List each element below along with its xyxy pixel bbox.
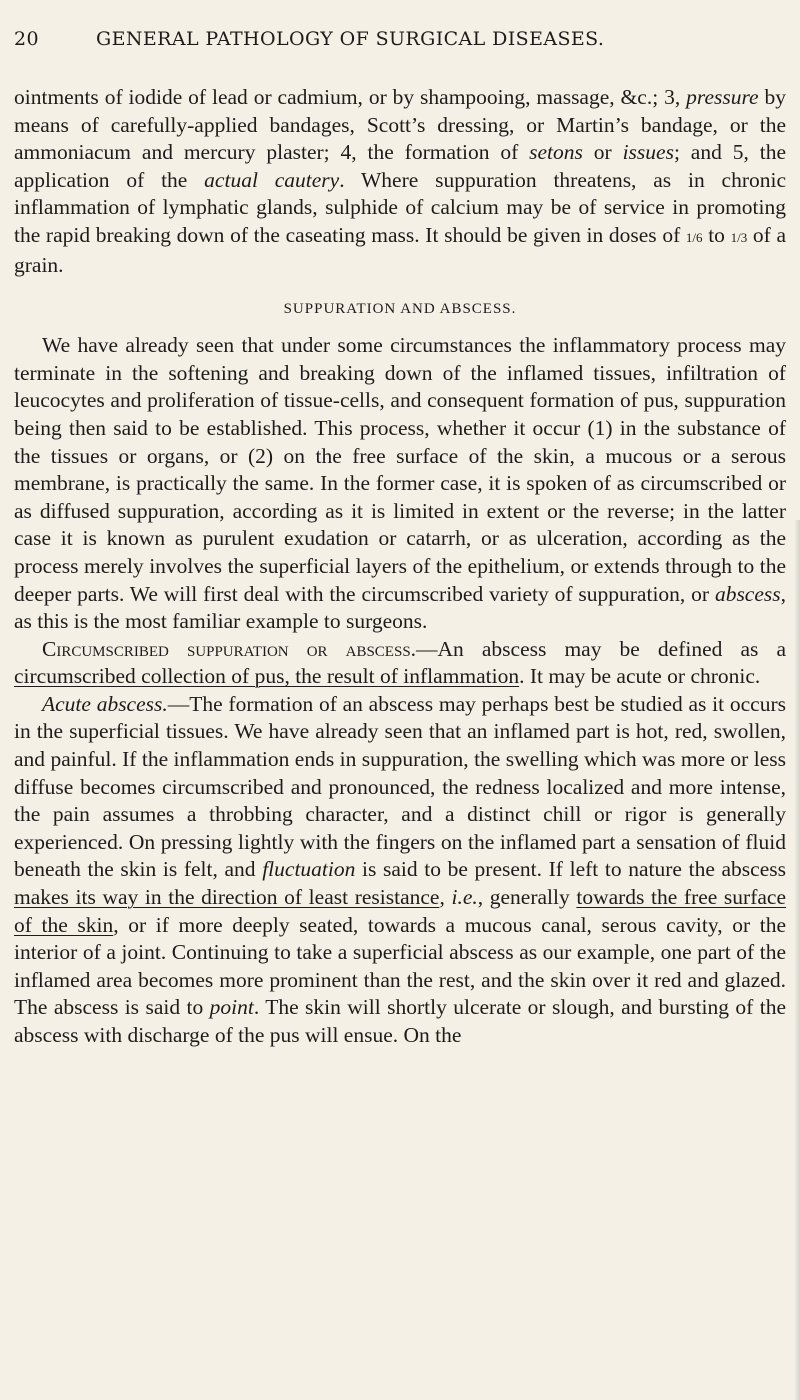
- running-title: GENERAL PATHOLOGY OF SURGICAL DISEASES.: [96, 28, 605, 50]
- fraction-one-third: 1/3: [730, 229, 748, 245]
- subheading-acute-abscess: Acute abscess.: [42, 691, 168, 716]
- paragraph-circumscribed: Circumscribed suppuration or abscess.—An abscess may be defined as a circumscribed collection of pus, the result of inflammation. It may be acute or chronic.: [14, 636, 786, 689]
- fraction-one-sixth: 1/6: [685, 229, 703, 245]
- underlined-free-surface: towards the free surface of the skin: [14, 885, 786, 937]
- running-header: [14, 28, 784, 52]
- page-number: 20: [14, 28, 39, 50]
- page-body: [14, 84, 786, 1050]
- section-heading: SUPPURATION AND ABSCESS.: [283, 301, 517, 318]
- paragraph-suppuration: We have already seen that under some circumstances the inflammatory process may terminate in the softening and breaking down of the inflamed tissues, infiltration of leucocytes and proliferation of tissue-cells, and consequent formation of pus, suppuration being then said to be established. This process, whether it occur (1) in the substance of the tissues or organs, or (2) on the free surface of the skin, a mucous or a serous membrane, is practically the same. In the former case, it is spoken of as circumscribed or as diffused suppuration, according as it is limited in extent or the reverse; in the latter case it is known as purulent exudation or catarrh, or as ulceration, according as the process merely involves the superficial layers of the epithelium, or extends through to the deeper parts. We will first deal with the circumscribed variety of suppuration, or abscess, as this is the most familiar example to surgeons.: [14, 333, 786, 634]
- paragraph-ointments: ointments of iodide of lead or cadmium, or by shampooing, massage, &c.; 3, pressure by means of carefully-applied bandages, Scott’s dressing, or Martin’s bandage, or the ammoniacum and mercury plaster; 4, the formation of setons or issues; and 5, the application of the actual cautery. Where suppuration threatens, as in chronic inflammation of lymphatic glands, sulphide of calcium may be of service in promoting the rapid breaking down of the caseating mass. It should be given in doses of 1/6 to 1/3 of a grain.: [14, 85, 787, 277]
- underlined-definition: circumscribed collection of pus, the result of inflammation: [14, 664, 520, 689]
- page-edge-shadow: [794, 520, 800, 1400]
- underlined-least-resistance: makes its way in the direction of least resistance: [14, 885, 440, 910]
- subheading-circumscribed: Circumscribed suppuration or abscess.: [42, 636, 417, 661]
- paragraph-acute-abscess: Acute abscess.—The formation of an abscess may perhaps best be studied as it occurs in the superficial tissues. We have already seen that an inflamed part is hot, red, swollen, and painful. If the inflammation ends in suppuration, the swelling which was more or less diffuse becomes circumscribed and pronounced, the redness localized and more intense, the pain assumes a throbbing character, and a distinct chill or rigor is generally experienced. On pressing lightly with the fingers on the inflamed part a sensation of fluid beneath the skin is felt, and fluctuation is said to be present. If left to nature the abscess makes its way in the direction of least resistance, i.e., generally towards the free surface of the skin, or if more deeply seated, towards a mucous canal, serous cavity, or the interior of a joint. Continuing to take a superficial abscess as our example, one part of the inflamed area becomes more prominent than the rest, and the skin over it red and glazed. The abscess is said to point. The skin will shortly ulcerate or slough, and bursting of the abscess with discharge of the pus will ensue. On the: [14, 691, 786, 1047]
